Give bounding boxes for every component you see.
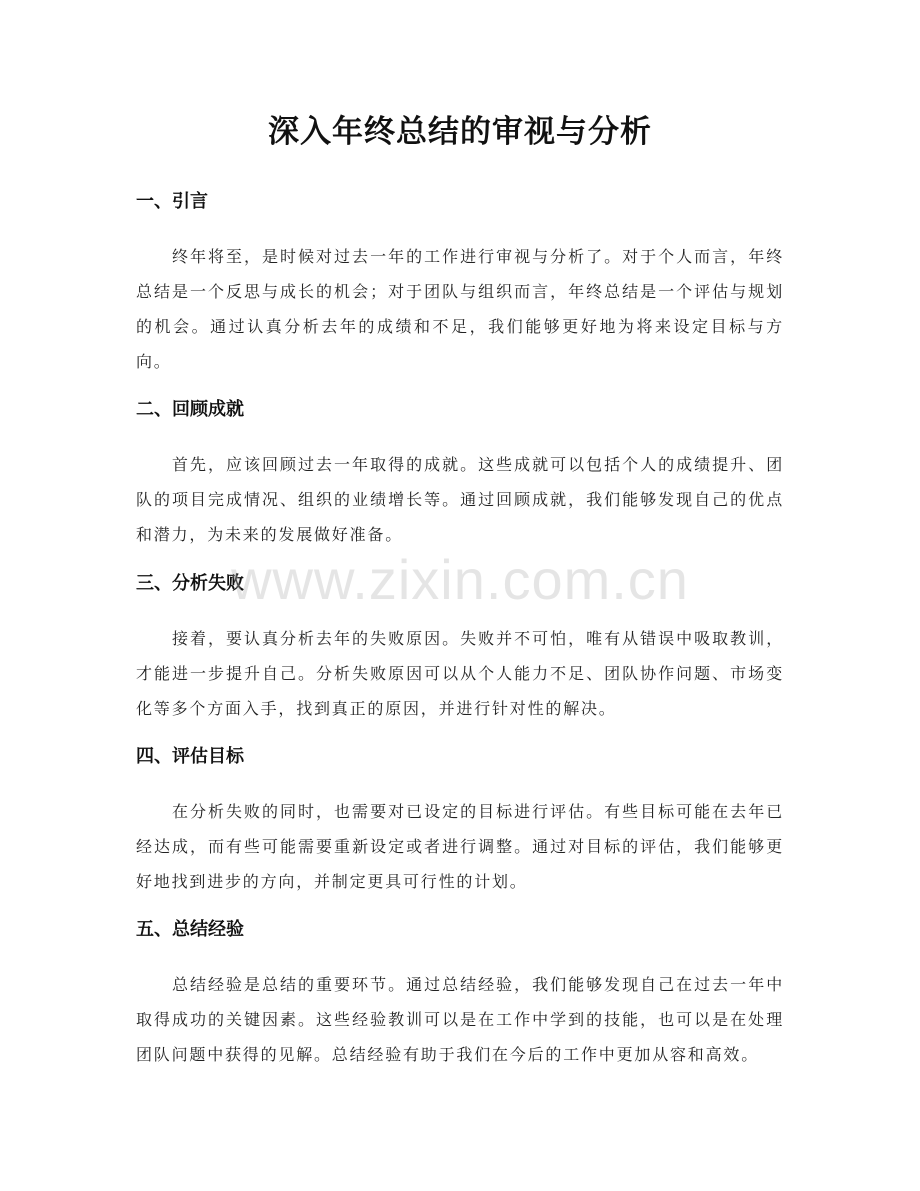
watermark-text: www.zixin.com.cn xyxy=(231,548,689,611)
section-paragraph: 终年将至，是时候对过去一年的工作进行审视与分析了。对于个人而言，年终总结是一个反思与成长的机会；对于团队与组织而言，年终总结是一个评估与规划的机会。通过认真分析去年的成绩和不足，我们能够更好地为将来设定目标与方向。 xyxy=(136,247,784,371)
section-heading: 二、回顾成就 xyxy=(136,399,244,420)
section-paragraph: 接着，要认真分析去年的失败原因。失败并不可怕，唯有从错误中吸取教训，才能进一步提升自己。分析失败原因可以从个人能力不足、团队协作问题、市场变化等多个方面入手，找到真正的原因，并进行针对性的解决。 xyxy=(136,629,784,718)
section-analyze-failures xyxy=(136,571,784,726)
section-heading: 三、分析失败 xyxy=(136,573,244,594)
section-summarize-experience xyxy=(136,917,784,1072)
section-introduction xyxy=(136,189,784,379)
section-heading: 一、引言 xyxy=(136,191,208,212)
section-paragraph: 总结经验是总结的重要环节。通过总结经验，我们能够发现自己在过去一年中取得成功的关键因素。这些经验教训可以是在工作中学到的技能，也可以是在处理团队问题中获得的见解。总结经验有助于我们在今后的工作中更加从容和高效。 xyxy=(136,975,784,1064)
section-heading: 四、评估目标 xyxy=(136,746,244,767)
section-paragraph: 在分析失败的同时，也需要对已设定的目标进行评估。有些目标可能在去年已经达成，而有些可能需要重新设定或者进行调整。通过对目标的评估，我们能够更好地找到进步的方向，并制定更具可行性的计划。 xyxy=(136,802,784,891)
section-evaluate-goals xyxy=(136,744,784,899)
section-review-achievements xyxy=(136,397,784,552)
document-title: 深入年终总结的审视与分析 xyxy=(268,114,652,150)
section-paragraph: 首先，应该回顾过去一年取得的成就。这些成就可以包括个人的成绩提升、团队的项目完成情况、组织的业绩增长等。通过回顾成就，我们能够发现自己的优点和潜力，为未来的发展做好准备。 xyxy=(136,455,784,544)
section-heading: 五、总结经验 xyxy=(136,919,244,940)
